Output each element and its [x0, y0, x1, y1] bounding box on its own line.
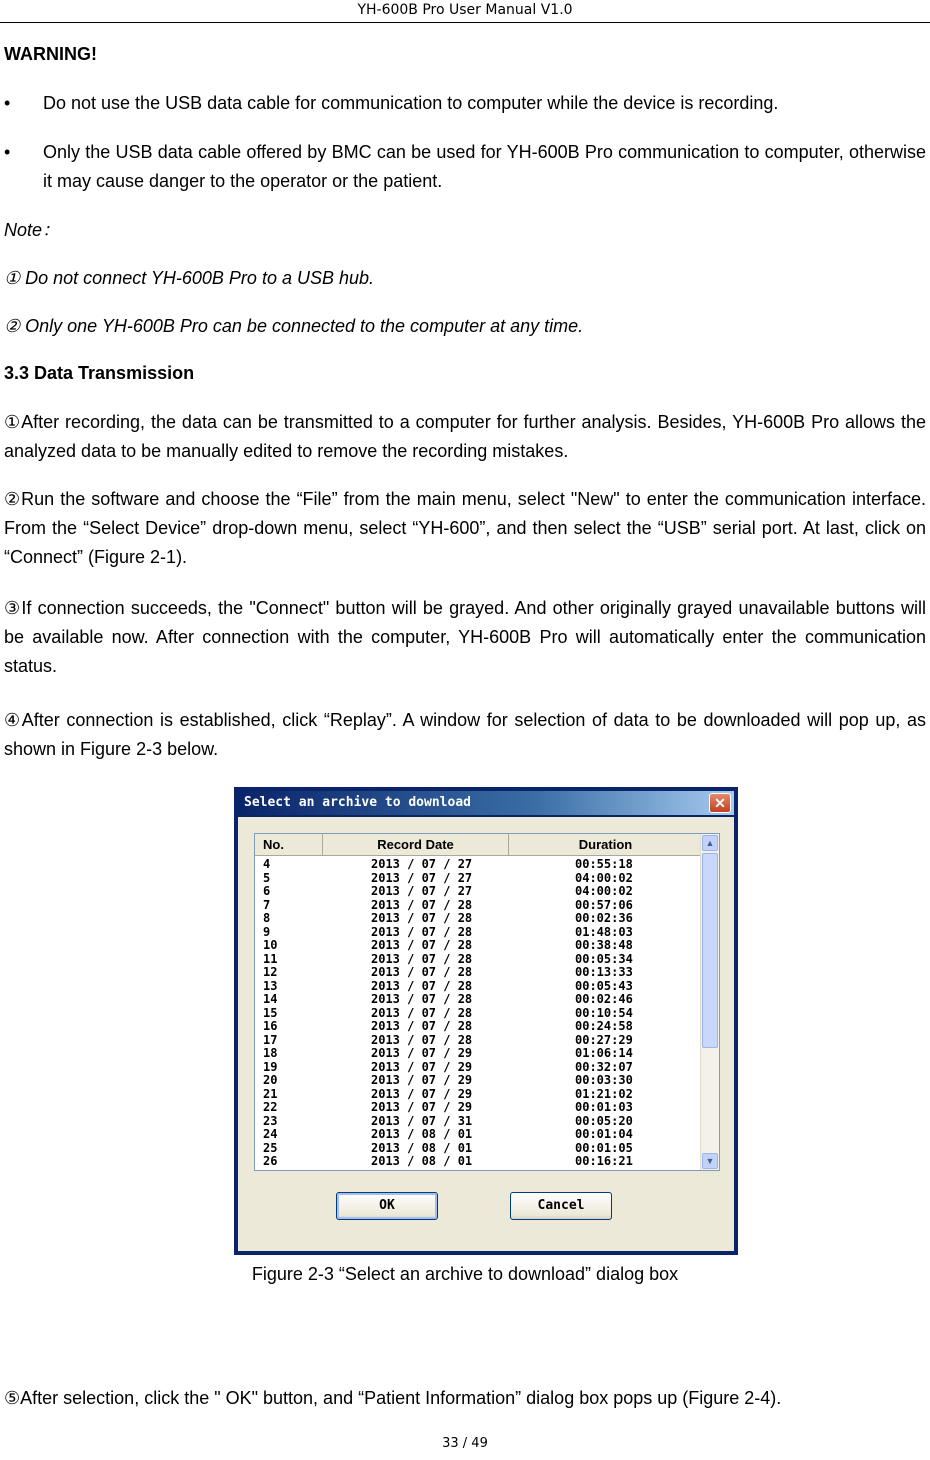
table-row[interactable] — [255, 953, 701, 967]
table-row[interactable] — [255, 993, 701, 1007]
row-record-date: 2013 / 07 / 27 — [371, 857, 473, 871]
scroll-thumb[interactable] — [702, 853, 718, 1048]
table-row[interactable] — [255, 885, 701, 899]
row-no: 17 — [263, 1032, 278, 1047]
table-row[interactable] — [255, 939, 701, 953]
table-row[interactable] — [255, 1142, 701, 1156]
row-duration: 00:38:48 — [575, 938, 633, 952]
row-no: 12 — [263, 965, 278, 979]
vertical-scrollbar[interactable] — [700, 834, 719, 1170]
row-duration: 00:16:21 — [575, 1154, 633, 1168]
row-no: 21 — [263, 1086, 278, 1101]
row-record-date: 2013 / 07 / 28 — [371, 1005, 473, 1020]
row-duration: 00:32:07 — [575, 1059, 633, 1074]
row-no: 6 — [263, 884, 271, 898]
table-row[interactable] — [255, 926, 701, 940]
scroll-up-icon[interactable]: ▲ — [702, 835, 718, 851]
row-duration: 00:01:05 — [575, 1140, 633, 1155]
dialog-client-area — [238, 817, 734, 1251]
row-no: 11 — [263, 951, 278, 966]
ok-button[interactable]: OK — [336, 1192, 438, 1220]
column-header-duration[interactable]: Duration — [509, 834, 703, 856]
close-icon[interactable]: ✕ — [709, 793, 731, 813]
row-record-date: 2013 / 07 / 28 — [371, 911, 473, 925]
row-duration: 00:05:43 — [575, 978, 633, 993]
row-record-date: 2013 / 07 / 31 — [371, 1113, 473, 1128]
note-item-2: ② Only one YH-600B Pro can be connected to the computer at any time. — [4, 316, 584, 336]
row-no: 20 — [263, 1073, 278, 1087]
table-row[interactable] — [255, 1074, 701, 1088]
row-duration: 00:05:34 — [575, 951, 633, 966]
row-no: 26 — [263, 1154, 278, 1168]
row-record-date: 2013 / 07 / 28 — [371, 897, 473, 912]
row-no: 18 — [263, 1046, 278, 1060]
archive-list[interactable] — [254, 833, 720, 1171]
table-row[interactable] — [255, 1007, 701, 1021]
row-record-date: 2013 / 07 / 27 — [371, 884, 473, 898]
scroll-down-icon[interactable]: ▼ — [702, 1153, 718, 1169]
table-row[interactable] — [255, 1034, 701, 1048]
row-record-date: 2013 / 07 / 27 — [371, 870, 473, 885]
table-row[interactable] — [255, 980, 701, 994]
row-duration: 00:01:03 — [575, 1100, 633, 1114]
row-record-date: 2013 / 07 / 28 — [371, 951, 473, 966]
row-no: 14 — [263, 992, 278, 1006]
row-record-date: 2013 / 07 / 28 — [371, 1019, 473, 1033]
row-no: 24 — [263, 1127, 278, 1141]
row-duration: 00:55:18 — [575, 857, 633, 871]
row-record-date: 2013 / 07 / 28 — [371, 924, 473, 939]
row-record-date: 2013 / 08 / 01 — [371, 1127, 473, 1141]
row-record-date: 2013 / 07 / 28 — [371, 965, 473, 979]
row-duration: 04:00:02 — [575, 884, 633, 898]
table-row[interactable] — [255, 872, 701, 886]
table-row[interactable] — [255, 1101, 701, 1115]
note-item-1: ① Do not connect YH-600B Pro to a USB hub. — [4, 268, 375, 288]
row-no: 16 — [263, 1019, 278, 1033]
table-row[interactable] — [255, 912, 701, 926]
row-record-date: 2013 / 07 / 29 — [371, 1100, 473, 1114]
table-row[interactable] — [255, 1128, 701, 1142]
table-row[interactable] — [255, 1155, 701, 1169]
row-no: 7 — [263, 897, 271, 912]
table-row[interactable] — [255, 1115, 701, 1129]
row-duration: 00:01:04 — [575, 1127, 633, 1141]
table-row[interactable] — [255, 858, 701, 872]
note-label: Note： — [4, 220, 61, 240]
warning-bullet-text: Only the USB data cable offered by BMC can be used for YH-600B Pro communication to computer, otherwise it may cause danger to the operator or the patient. — [43, 142, 926, 191]
select-archive-dialog — [234, 787, 738, 1255]
warning-title: WARNING! — [4, 44, 97, 64]
row-duration: 00:24:58 — [575, 1019, 633, 1033]
dialog-titlebar[interactable] — [238, 791, 734, 815]
row-record-date: 2013 / 07 / 29 — [371, 1086, 473, 1101]
row-no: 15 — [263, 1005, 278, 1020]
table-row[interactable] — [255, 966, 701, 980]
row-no: 8 — [263, 911, 271, 925]
paragraph-2: ②Run the software and choose the “File” from the main menu, select "New" to enter the communication interface. From the “Select Device” drop-down menu, select “YH-600”, and then select the “USB” serial port. At last, click on “Connect” (Figure 2-1). — [4, 489, 926, 567]
row-duration: 01:06:14 — [575, 1046, 633, 1060]
row-duration: 00:02:46 — [575, 992, 633, 1006]
row-record-date: 2013 / 07 / 29 — [371, 1073, 473, 1087]
paragraph-5: ⑤After selection, click the " OK" button, and “Patient Information” dialog box pops up (Figure 2-4). — [4, 1388, 782, 1408]
row-record-date: 2013 / 08 / 01 — [371, 1154, 473, 1168]
paragraph-1: ①After recording, the data can be transmitted to a computer for further analysis. Besides, YH-600B Pro allows the analyzed data to be manually edited to remove the recording mistakes. — [4, 412, 926, 461]
figure-caption: Figure 2-3 “Select an archive to download” dialog box — [251, 1264, 679, 1284]
row-record-date: 2013 / 07 / 29 — [371, 1059, 473, 1074]
row-no: 5 — [263, 870, 271, 885]
row-record-date: 2013 / 07 / 28 — [371, 1032, 473, 1047]
row-record-date: 2013 / 07 / 28 — [371, 978, 473, 993]
row-no: 23 — [263, 1113, 278, 1128]
table-row[interactable] — [255, 1020, 701, 1034]
column-header-record-date[interactable]: Record Date — [323, 834, 509, 856]
warning-bullet-text: Do not use the USB data cable for communication to computer while the device is recording. — [43, 93, 779, 113]
bullet-symbol: • — [4, 93, 11, 113]
row-record-date: 2013 / 07 / 28 — [371, 938, 473, 952]
row-duration: 00:03:30 — [575, 1073, 633, 1087]
row-duration: 04:00:02 — [575, 870, 633, 885]
page-number: 33 / 49 — [442, 1436, 488, 1451]
table-row[interactable] — [255, 1047, 701, 1061]
row-no: 22 — [263, 1100, 278, 1114]
row-duration: 00:10:54 — [575, 1005, 633, 1020]
row-duration: 00:02:36 — [575, 911, 633, 925]
cancel-button[interactable]: Cancel — [510, 1192, 612, 1220]
row-duration: 00:13:33 — [575, 965, 633, 979]
row-no: 10 — [263, 938, 278, 952]
page-header: YH-600B Pro User Manual V1.0 — [0, 0, 930, 23]
bullet-symbol: • — [4, 142, 11, 162]
row-duration: 00:57:06 — [575, 897, 633, 912]
row-no: 25 — [263, 1140, 278, 1155]
table-row[interactable] — [255, 1088, 701, 1102]
row-record-date: 2013 / 08 / 01 — [371, 1140, 473, 1155]
row-duration: 01:48:03 — [575, 924, 633, 939]
row-duration: 01:21:02 — [575, 1086, 633, 1101]
row-no: 13 — [263, 978, 278, 993]
dialog-title: Select an archive to download — [244, 795, 471, 810]
row-no: 9 — [263, 924, 271, 939]
row-record-date: 2013 / 07 / 28 — [371, 992, 473, 1006]
table-row[interactable] — [255, 1061, 701, 1075]
section-heading: 3.3 Data Transmission — [4, 363, 195, 383]
paragraph-4: ④After connection is established, click “Replay”. A window for selection of data to be downloaded will pop up, as shown in Figure 2-3 below. — [4, 710, 926, 759]
row-record-date: 2013 / 07 / 29 — [371, 1046, 473, 1060]
row-no: 4 — [263, 857, 271, 871]
row-duration: 00:27:29 — [575, 1032, 633, 1047]
archive-rows — [255, 858, 701, 1169]
column-header-no[interactable]: No. — [255, 834, 323, 856]
paragraph-3: ③If connection succeeds, the "Connect" button will be grayed. And other originally grayed unavailable buttons will be available now. After connection with the computer, YH-600B Pro will automatically enter the communication status. — [4, 598, 926, 676]
table-row[interactable] — [255, 899, 701, 913]
row-duration: 00:05:20 — [575, 1113, 633, 1128]
row-no: 19 — [263, 1059, 278, 1074]
